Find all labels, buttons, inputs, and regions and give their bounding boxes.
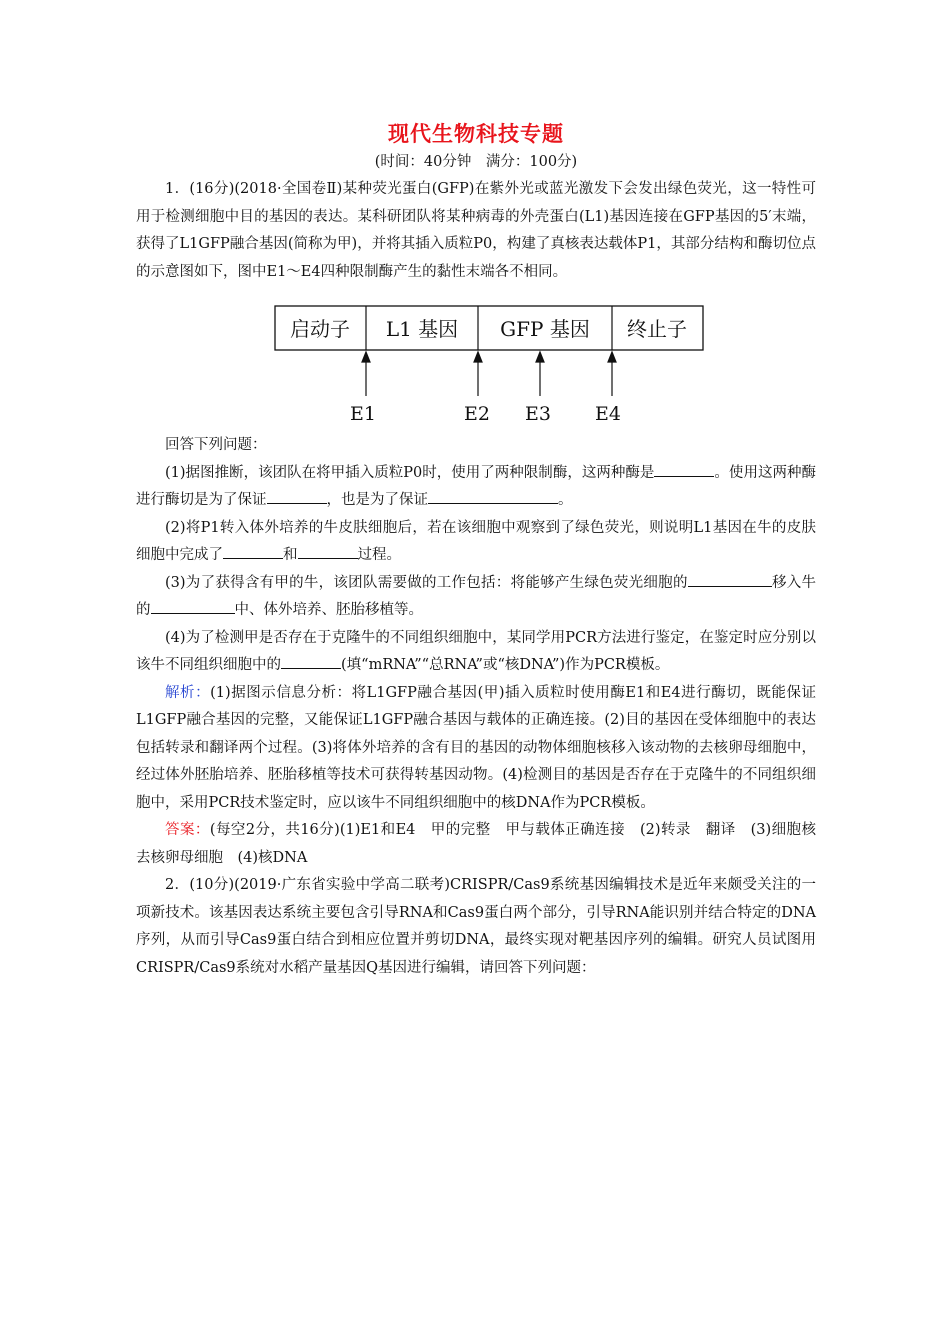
answer-blank [223, 543, 283, 559]
sub-question-4: (4)为了检测甲是否存在于克隆牛的不同组织细胞中，某同学用PCR方法进行鉴定，在鉴定时应分别以该牛不同组织细胞中的 (填“mRNA”“总RNA”或“核DNA”)作为PCR模板。 [136, 629, 816, 673]
answer-blank [688, 571, 772, 587]
segment-terminator: 终止子 [627, 317, 687, 341]
answer-blank [151, 598, 235, 614]
segment-l1-gene: L1 基因 [385, 317, 459, 341]
sub-question-2: (2)将P1转入体外培养的牛皮肤细胞后，若在该细胞中观察到了绿色荧光，则说明L1基因在牛的皮肤细胞中完成了 和 过程。 [136, 519, 816, 563]
exam-info: (时间：40分钟 满分：100分) [374, 154, 578, 170]
document-page [136, 118, 831, 982]
answer-prompt: 回答下列问题： [165, 437, 267, 453]
sub-question-3: (3)为了获得含有甲的牛，该团队需要做的工作包括：将能够产生绿色荧光细胞的 移入牛的 中、体外培养、胚胎移植等。 [136, 570, 816, 625]
document-title: 现代生物科技专题 [388, 121, 564, 146]
answer-blank [428, 488, 558, 504]
site-e1-label: E1 [350, 403, 376, 425]
question-2-stem: 2．(10分)(2019·广东省实验中学高二联考)CRISPR/Cas9系统基因编辑技术是近年来颇受关注的一项新技术。该基因表达系统主要包含引导RNA和Cas9蛋白两个部分，引导RNA能识别并结合特定的DNA序列，从而引导Cas9蛋白结合到相应位置并剪切DNA，最终实现对靶基因序列的编辑。研究人员试图用CRISPR/Cas9系统对水稻产量基因Q基因进行编辑，请回答下列问题： [136, 877, 816, 976]
answer-blank [298, 543, 358, 559]
answer-blank [281, 653, 341, 669]
site-e2-label: E2 [464, 403, 490, 425]
sub-question-1: (1)据图推断，该团队在将甲插入质粒P0时，使用了两种限制酶，这两种酶是 。使用这两种酶进行酶切是为了保证 ，也是为了保证 。 [136, 460, 816, 515]
gene-construct-diagram [136, 296, 816, 428]
question-1-stem: 1．(16分)(2018·全国卷Ⅱ)某种荧光蛋白(GFP)在紫外光或蓝光激发下会发出绿色荧光，这一特性可用于检测细胞中目的基因的表达。某科研团队将某种病毒的外壳蛋白(L1)基因连接在GFP基因的5′末端，获得了L1GFP融合基因(简称为甲)，并将其插入质粒P0，构建了真核表达载体P1，其部分结构和酶切位点的示意图如下，图中E1～E4四种限制酶产生的黏性末端各不相同。 [136, 181, 816, 280]
answer-paragraph: 答案：(每空2分，共16分)(1)E1和E4 甲的完整 甲与载体正确连接 (2)转录 翻译 (3)细胞核 去核卵母细胞 (4)核DNA [136, 822, 831, 866]
answer-blank [654, 461, 714, 477]
analysis-label: 解析： [165, 684, 211, 701]
analysis-paragraph: 解析：(1)据图示信息分析：将L1GFP融合基因(甲)插入质粒时使用酶E1和E4进行酶切，既能保证L1GFP融合基因的完整，又能保证L1GFP融合基因与载体的正确连接。(2)目的基因在受体细胞中的表达包括转录和翻译两个过程。(3)将体外培养的含有目的基因的动物体细胞核移入该动物的去核卵母细胞中，经过体外胚胎培养、胚胎移植等技术可获得转基因动物。(4)检测目的基因是否存在于克隆牛的不同组织细胞中，采用PCR技术鉴定时，应以该牛不同组织细胞中的核DNA作为PCR模板。 [136, 684, 816, 811]
site-e4-label: E4 [595, 403, 621, 425]
segment-gfp-gene: GFP 基因 [500, 317, 590, 341]
answer-blank [267, 488, 327, 504]
site-e3-label: E3 [525, 403, 551, 425]
answer-label: 答案： [165, 822, 210, 838]
segment-promoter: 启动子 [290, 317, 350, 341]
